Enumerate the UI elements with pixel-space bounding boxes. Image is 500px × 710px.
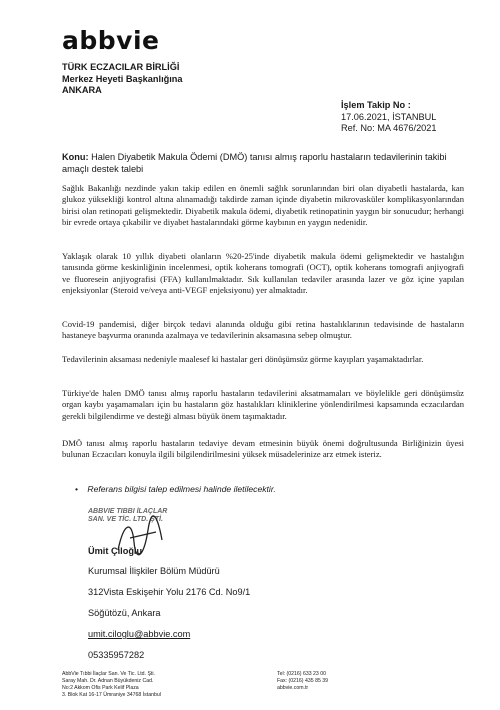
recipient-line-3: ANKARA	[62, 85, 102, 95]
recipient-line-2: Merkez Heyeti Başkanlığına	[62, 73, 183, 84]
body-paragraph: DMÖ tanısı almış raporlu hastaların tedaviye devam etmesinin büyük önemi doğrultusunda Birliğinizin üyesi bulunan Eczacıları konuyla ilgili bilgilendirilmesini yüksek müsadelerinize arz etmek isteriz.	[62, 438, 464, 460]
reference-number: Ref. No: MA 4676/2021	[341, 123, 437, 133]
signatory-address-2: Söğütözü, Ankara	[88, 608, 161, 618]
reference-note	[75, 484, 276, 494]
reference-note-text: Referans bilgisi talep edilmesi halinde iletilecektir.	[87, 484, 276, 494]
reference-block	[341, 100, 437, 135]
body-paragraph: Türkiye'de halen DMÖ tanısı almış raporlu hastaların tedavilerini aksatmamaları ve böylelikle geri dönüşümsüz organ kaybı yaşamamaları için bu hastaların göz hastalıkları kliniklerine yönlendirilmesi kapsamında eczacılardan gerekli bilgilendirme ve desteği alması büyük önem taşımaktadır.	[62, 388, 464, 421]
bullet-icon: •	[75, 484, 79, 494]
recipient-line-1: TÜRK ECZACILAR BİRLİĞİ	[62, 62, 180, 72]
body-paragraph: Yaklaşık olarak 10 yıllık diyabeti olanların %20-25'inde diyabetik makula ödemi gelişmektedir ve hastalığın tanısında görme keskinliğinin incelenmesi, optik koherans tomografi (OCT), optik koherans tomografi anjiyografi ve fluoresein anjiyografisi (FFA) kullanılmaktadır. Sık kullanılan tedaviler arasında lazer ve göz içine yapılan enjeksiyonlar (Steroid ve/veya anti-VEGF enjeksiyonu) yer almaktadır.	[62, 251, 464, 295]
signatory-email-link[interactable]: umit.ciloglu@abbvie.com	[88, 629, 191, 639]
footer-left-line: Saray Mah. Dr. Adnan Büyükdeniz Cad.	[62, 678, 154, 684]
abbvie-logo: abbvie	[62, 26, 160, 55]
stamp-line-1: ABBVIE TIBBI İLAÇLAR	[88, 508, 168, 515]
footer-website: abbvie.com.tr	[277, 685, 309, 691]
body-paragraph: Covid-19 pandemisi, diğer birçok tedavi alanında olduğu gibi retina hastalıklarının tedavisinde de hastaların hastaneye başvurma oranında azalmaya ve tedavilerinin aksamasına sebep olmuştur.	[62, 319, 464, 341]
subject-text: Halen Diyabetik Makula Ödemi (DMÖ) tanısı almış raporlu hastaların tedavilerinin takibi amaçlı destek talebi	[62, 152, 447, 174]
signatory-title: Kurumsal İlişkiler Bölüm Müdürü	[88, 566, 220, 576]
footer-fax: Fax: (0216) 435 85 39	[277, 678, 329, 684]
subject-line	[62, 151, 462, 175]
tracking-number-label: İşlem Takip No :	[341, 100, 411, 110]
signatory-name: Ümit Çiloğlu	[88, 546, 143, 556]
subject-label: Konu:	[62, 152, 89, 162]
signatory-phone: 05335957282	[88, 650, 145, 660]
footer-left-line: 3. Blok Kat 16-17 Ümraniye 34768 İstanbul	[62, 692, 161, 698]
footer-phone: Tel: (0216) 633 23 00	[277, 671, 327, 677]
footer-company-address	[62, 671, 161, 699]
footer-contact	[277, 671, 328, 692]
body-paragraph: Sağlık Bakanlığı nezdinde yakın takip edilen en önemli sağlık sorunlarından biri olan diyabetli hastalarda, kan glukoz yüksekliği kontrol altına alınamadığı takdirde zaman içinde diyabetin mikrovasküler komplikasyonlarından birisi olan retinopati gelişmektedir. Diyabetik makula ödemi, diyabetik retinopatinin yaygın bir sonucudur; herhangi bir evrede ortaya çıkabilir ve diyabet hastalarındaki görme kaybının en yaygın nedenidir.	[62, 183, 464, 227]
footer-left-line: AbbVie Tıbbi İlaçlar San. Ve Tic. Ltd. Şti.	[62, 671, 155, 677]
date-place: 17.06.2021, İSTANBUL	[341, 111, 437, 122]
body-paragraph: Tedavilerinin aksaması nedeniyle maalesef ki hastalar geri dönüşümsüz görme kayıpları yaşamaktadırlar.	[62, 354, 424, 364]
recipient-address	[62, 62, 183, 97]
footer-left-line: No:2 Akkom Ofis Park Kelif Plaza	[62, 685, 139, 691]
stamp-line-2: SAN. VE TİC. LTD. ŞTİ.	[88, 516, 163, 523]
signatory-address-1: 312Vista Eskişehir Yolu 2176 Cd. No9/1	[88, 587, 251, 597]
